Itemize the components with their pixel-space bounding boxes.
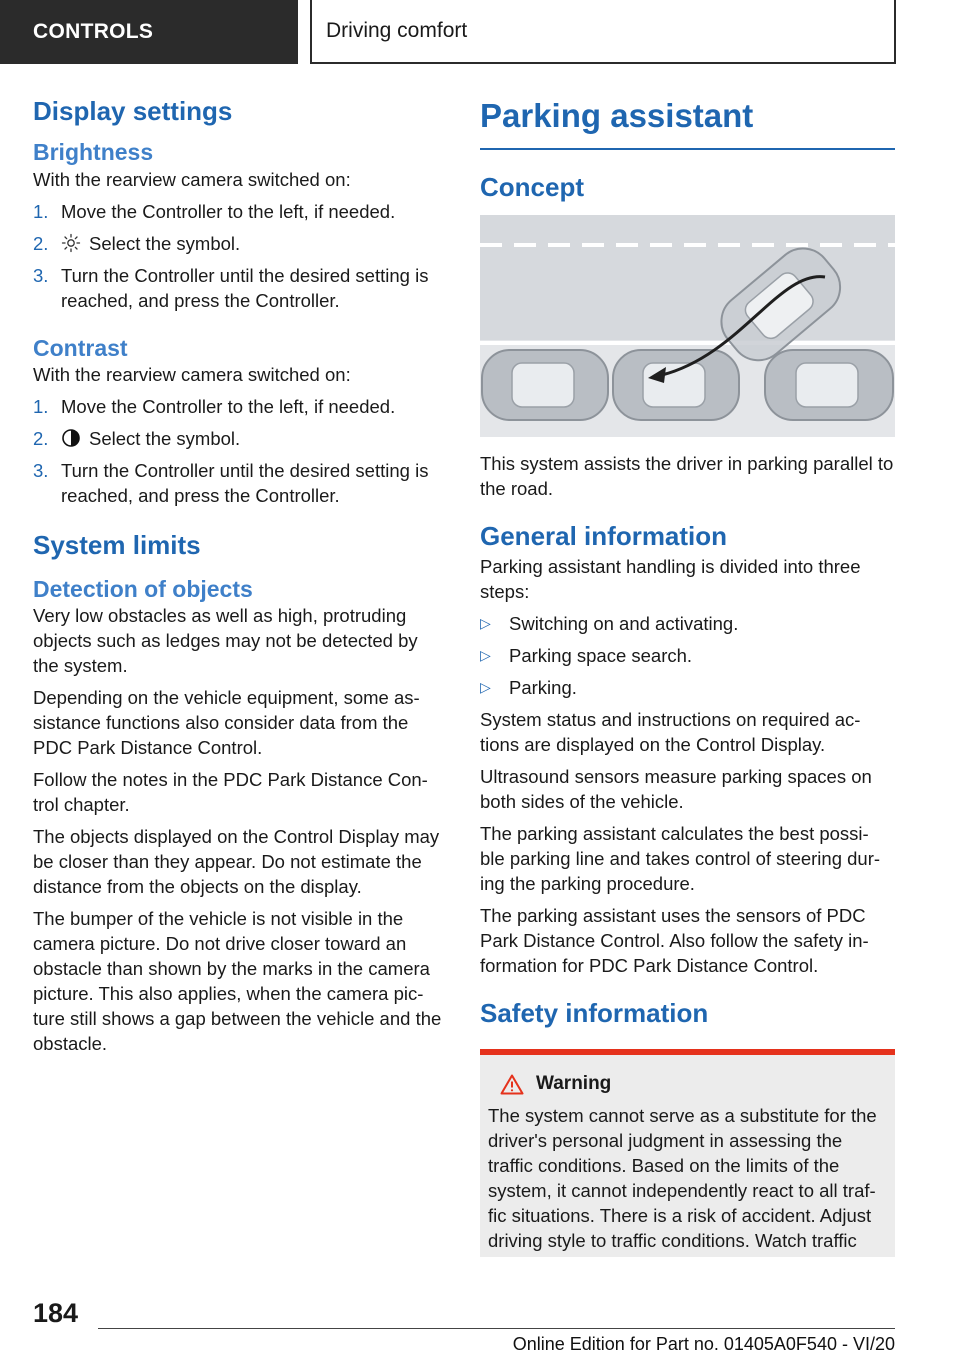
list-item (33, 394, 446, 419)
general-bullets (480, 611, 895, 700)
brightness-intro: With the rearview camera switched on: (33, 168, 351, 190)
bullet-triangle-icon: ▷ (480, 646, 491, 663)
detection-paragraph: Depending on the vehicle equipment, some as‐ sistance functions also consider data from the PDC Park Distance Control. (33, 687, 420, 759)
step-text: Select the symbol. (89, 428, 241, 450)
header-chapter-label: Driving comfort (326, 19, 468, 42)
contrast-intro: With the rearview camera switched on: (33, 364, 351, 386)
step-number: 1. (33, 396, 49, 418)
concept-heading: Concept (480, 171, 584, 202)
list-item (33, 426, 446, 451)
list-item (480, 675, 895, 700)
brightness-sun-icon (61, 233, 81, 253)
step-number: 3. (33, 460, 49, 482)
warning-header (488, 1073, 887, 1095)
bullet-triangle-icon: ▷ (480, 614, 491, 631)
brightness-heading: Brightness (33, 139, 154, 166)
contrast-steps (33, 394, 446, 508)
left-column (33, 96, 446, 1063)
contrast-half-circle-icon (61, 428, 81, 448)
detection-paragraph: The bumper of the vehicle is not visible in the camera picture. Do not drive closer toward an obstacle than shown by the marks in the camera picture. This also applies, when the camera pic‐ ture still shows a gap between the vehicle and the obstacle. (33, 908, 442, 1055)
warning-text: The system cannot serve as a substitute for the driver's personal judgment in assessing the traffic conditions. Based on the limits of the system, it cannot independently react to all traf‐ fic situations. There is a risk of accident. Adjust driving style to traffic conditions. Watch traffic (488, 1105, 877, 1252)
bullet-triangle-icon: ▷ (480, 678, 491, 695)
contrast-heading: Contrast (33, 334, 128, 361)
car-icon (482, 350, 608, 420)
detection-paragraph: Follow the notes in the PDC Park Distance Con‐ trol chapter. (33, 769, 428, 816)
car-icon (613, 350, 739, 420)
safety-information-heading: Safety information (480, 997, 709, 1028)
footer-divider (98, 1328, 895, 1329)
step-text: Move the Controller to the left, if needed. (61, 200, 396, 222)
step-number: 1. (33, 200, 49, 222)
general-paragraph: Ultrasound sensors measure parking spaces on both sides of the vehicle. (480, 765, 872, 812)
heading-divider (480, 148, 895, 150)
bullet-text: Parking space search. (509, 644, 693, 666)
step-text: Turn the Controller until the desired setting is reached, and press the Controller. (61, 264, 429, 311)
header-section-label: CONTROLS (33, 20, 154, 43)
car-icon (765, 350, 893, 420)
general-paragraph: The parking assistant calculates the best possi‐ ble parking line and takes control of steering dur‐ ing the parking procedure. (480, 822, 881, 894)
general-paragraph: System status and instructions on required ac‐ tions are displayed on the Control Display. (480, 708, 861, 755)
step-number: 3. (33, 264, 49, 286)
bullet-text: Parking. (509, 676, 577, 698)
parking-assistant-heading: Parking assistant (480, 97, 754, 134)
detection-paragraph: The objects displayed on the Control Display may be closer than they appear. Do not estimate the distance from the objects on the display. (33, 826, 440, 898)
header-chapter-tab (310, 0, 896, 64)
right-column (480, 96, 895, 1257)
page-number: 184 (33, 1298, 79, 1328)
step-text: Move the Controller to the left, if needed. (61, 396, 396, 418)
bullet-text: Switching on and activating. (509, 612, 739, 634)
list-item (33, 458, 446, 508)
list-item (33, 199, 446, 224)
list-item (33, 263, 446, 313)
step-text: Turn the Controller until the desired setting is reached, and press the Controller. (61, 460, 429, 507)
detection-heading: Detection of objects (33, 575, 253, 602)
step-text: Select the symbol. (89, 232, 241, 254)
general-paragraph: The parking assistant uses the sensors of PDC Park Distance Control. Also follow the safety in‐ formation for PDC Park Distance Control. (480, 904, 869, 976)
general-information-heading: General information (480, 520, 728, 551)
footer-edition: Online Edition for Part no. 01405A0F540 - VI/20 (512, 1334, 895, 1354)
general-intro: Parking assistant handling is divided into three steps: (480, 555, 861, 602)
system-limits-heading: System limits (33, 530, 201, 561)
list-item (480, 611, 895, 636)
display-settings-heading: Display settings (33, 96, 233, 126)
detection-paragraph: Very low obstacles as well as high, protruding objects such as ledges may not be detected by the system. (33, 605, 418, 677)
warning-label: Warning (536, 1073, 612, 1095)
warning-triangle-icon (500, 1074, 524, 1095)
warning-box (480, 1049, 895, 1257)
step-number: 2. (33, 428, 49, 450)
brightness-steps (33, 199, 446, 313)
list-item (480, 643, 895, 668)
step-number: 2. (33, 232, 49, 254)
concept-text: This system assists the driver in parking parallel to the road. (480, 452, 894, 499)
header-section-tab (0, 0, 298, 64)
list-item (33, 231, 446, 256)
parking-illustration (480, 215, 895, 437)
